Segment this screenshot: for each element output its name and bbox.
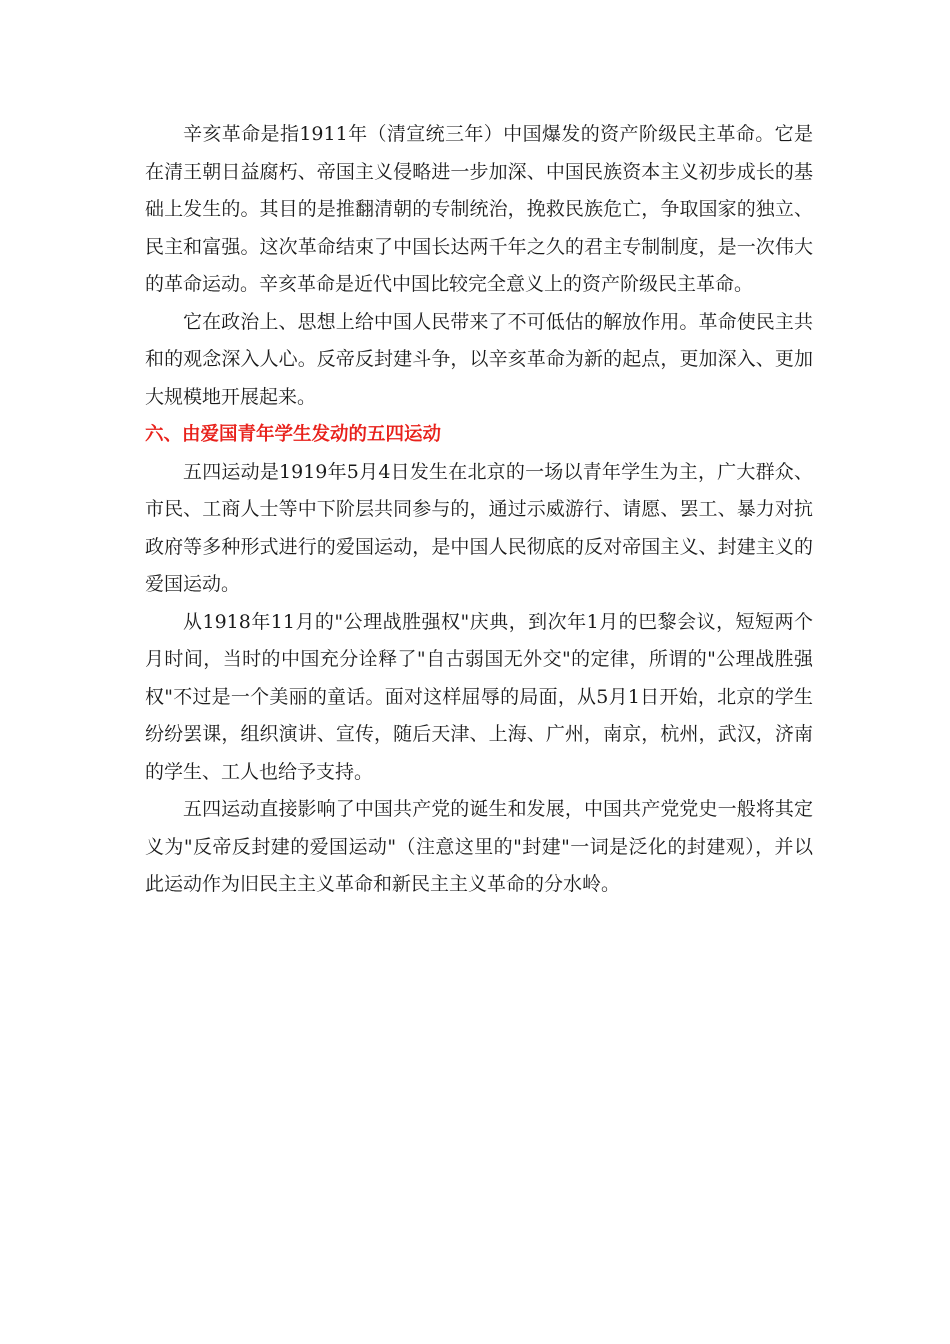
document-page bbox=[145, 116, 813, 904]
paragraph-may-fourth-significance: 五四运动直接影响了中国共产党的诞生和发展，中国共产党党史一般将其定义为"反帝反封建的爱国运动"（注意这里的"封建"一词是泛化的封建观），并以此运动作为旧民主主义革命和新民主主义革命的分水岭。 bbox=[145, 798, 813, 895]
section-heading: 六、由爱国青年学生发动的五四运动 bbox=[145, 424, 442, 445]
paragraph-may-fourth-background: 从1918年11月的"公理战胜强权"庆典，到次年1月的巴黎会议，短短两个月时间，当时的中国充分诠释了"自古弱国无外交"的定律，所谓的"公理战胜强权"不过是一个美丽的童话。面对这样屈辱的局面，从5月1日开始，北京的学生纷纷罢课，组织演讲、宣传，随后天津、上海、广州，南京，杭州，武汉，济南的学生、工人也给予支持。 bbox=[145, 610, 813, 783]
paragraph-xinhai-impact: 它在政治上、思想上给中国人民带来了不可低估的解放作用。革命使民主共和的观念深入人心。反帝反封建斗争，以辛亥革命为新的起点，更加深入、更加大规模地开展起来。 bbox=[145, 310, 813, 408]
paragraph-may-fourth-intro: 五四运动是1919年5月4日发生在北京的一场以青年学生为主，广大群众、市民、工商人士等中下阶层共同参与的，通过示威游行、请愿、罢工、暴力对抗政府等多种形式进行的爱国运动，是中国人民彻底的反对帝国主义、封建主义的爱国运动。 bbox=[145, 460, 813, 595]
paragraph-xinhai-revolution: 辛亥革命是指1911年（清宣统三年）中国爆发的资产阶级民主革命。它是在清王朝日益腐朽、帝国主义侵略进一步加深、中国民族资本主义初步成长的基础上发生的。其目的是推翻清朝的专制统治，挽救民族危亡，争取国家的独立、民主和富强。这次革命结束了中国长达两千年之久的君主专制制度，是一次伟大的革命运动。辛亥革命是近代中国比较完全意义上的资产阶级民主革命。 bbox=[145, 123, 813, 295]
